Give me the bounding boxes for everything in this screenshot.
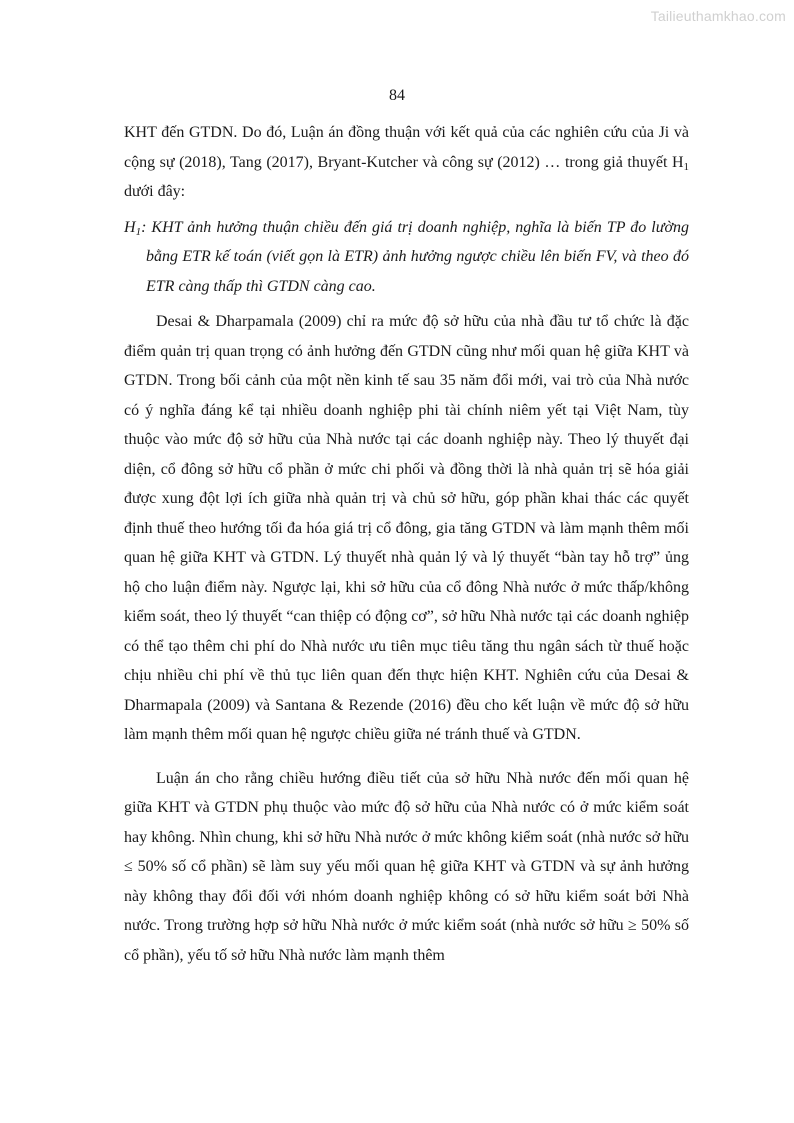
hypothesis-label: H <box>124 218 136 236</box>
paragraph-2: Desai & Dharpamala (2009) chỉ ra mức độ sở hữu của nhà đầu tư tổ chức là đặc điểm quản trị quan trọng có ảnh hưởng đến GTDN cũng như mối quan hệ giữa KHT và GTDN. Trong bối cảnh của một nền kinh tế sau 35 năm đổi mới, vai trò của Nhà nước có ý nghĩa đáng kể tại nhiều doanh nghiệp phi tài chính niêm yết tại Việt Nam, tùy thuộc vào mức độ sở hữu của Nhà nước tại các doanh nghiệp này. Theo lý thuyết đại diện, cổ đông sở hữu cổ phần ở mức chi phối và đồng thời là nhà quản trị sẽ hóa giải được xung đột lợi ích giữa nhà quản trị và chủ sở hữu, góp phần khai thác các quyết định thuế theo hướng tối đa hóa giá trị cổ đông, gia tăng GTDN và làm mạnh thêm mối quan hệ giữa KHT và GTDN. Lý thuyết nhà quản lý và lý thuyết “bàn tay hỗ trợ” ủng hộ cho luận điểm này. Ngược lại, khi sở hữu của cổ đông Nhà nước ở mức thấp/không kiểm soát, theo lý thuyết “can thiệp có động cơ”, sở hữu Nhà nước tại các doanh nghiệp có thể tạo thêm chi phí do Nhà nước ưu tiên mục tiêu tăng thu ngân sách từ thuế hoặc chịu nhiều chi phí về thủ tục liên quan đến thực hiện KHT. Nghiên cứu của Desai & Dharmapala (2009) và Santana & Rezende (2016) đều cho kết luận về mức độ sở hữu làm mạnh thêm mối quan hệ ngược chiều giữa né tránh thuế và GTDN. <box>124 313 689 743</box>
paragraph-3: Luận án cho rằng chiều hướng điều tiết của sở hữu Nhà nước đến mối quan hệ giữa KHT và GTDN phụ thuộc vào mức độ sở hữu của Nhà nước có ở mức kiểm soát hay không. Nhìn chung, khi sở hữu Nhà nước ở mức không kiểm soát (nhà nước sở hữu ≤ 50% số cổ phần) sẽ làm suy yếu mối quan hệ giữa KHT và GTDN và sự ảnh hưởng này không thay đổi đối với nhóm doanh nghiệp không có sở hữu kiểm soát bởi Nhà nước. Trong trường hợp sở hữu Nhà nước ở mức kiểm soát (nhà nước sở hữu ≥ 50% số cổ phần), yếu tố sở hữu Nhà nước làm mạnh thêm <box>124 769 689 964</box>
hypothesis-text: : KHT ảnh hưởng thuận chiều đến giá trị doanh nghiệp, nghĩa là biến TP đo lường bằng ETR kế toán (viết gọn là ETR) ảnh hưởng ngược chiều lên biến FV, và theo đó ETR càng thấp thì GTDN càng cao. <box>141 218 689 295</box>
site-watermark: Tailieuthamkhao.com <box>650 8 786 24</box>
hypothesis-subscript: 1 <box>683 160 689 173</box>
paragraph-1-tail: dưới đây: <box>124 183 186 200</box>
document-body <box>124 118 689 970</box>
page-number: 84 <box>389 87 405 104</box>
paragraph-1-text: KHT đến GTDN. Do đó, Luận án đồng thuận với kết quả của các nghiên cứu của Ji và cộng sự (2018), Tang (2017), Bryant-Kutcher và công sự (2012) … trong giả thuyết H <box>124 124 689 171</box>
hypothesis-label-subscript: 1 <box>135 225 142 238</box>
hypothesis-h1 <box>124 213 689 302</box>
paragraph-1 <box>124 118 689 207</box>
